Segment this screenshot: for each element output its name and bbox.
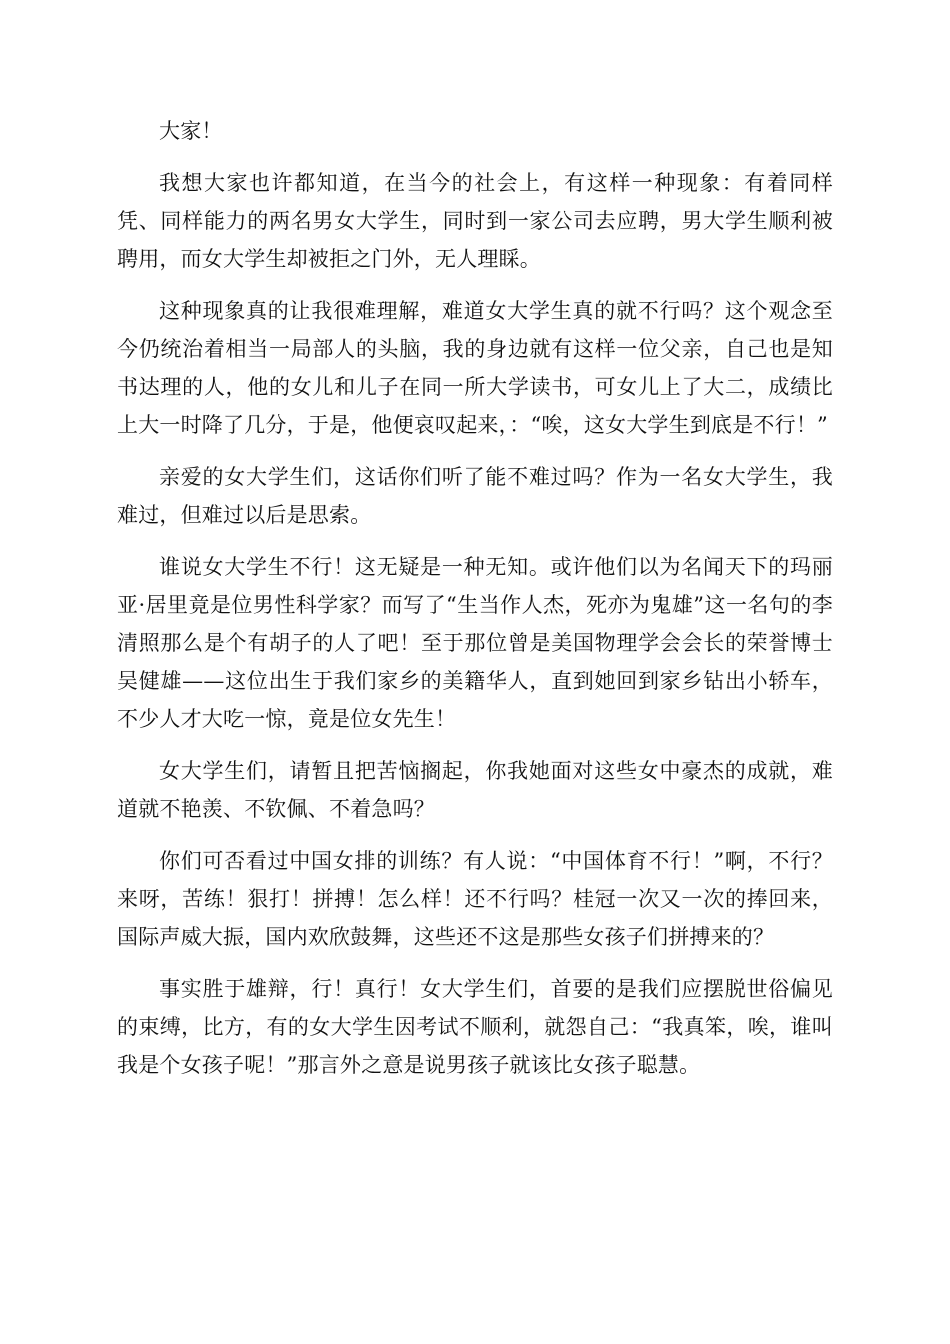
paragraph-6: 女大学生们，请暂且把苦恼搁起，你我她面对这些女中豪杰的成就，难道就不艳羡、不钦佩、不着急吗？ — [117, 759, 833, 821]
paragraph-8: 事实胜于雄辩，行！真行！女大学生们，首要的是我们应摆脱世俗偏见的束缚，比方，有的女大学生因考试不顺利，就怨自己：“我真笨，唉，谁叫我是个女孩子呢！”那言外之意是说男孩子就该比女孩子聪慧。 — [117, 977, 833, 1077]
paragraph-2: 我想大家也许都知道，在当今的社会上，有这样一种现象：有着同样凭、同样能力的两名男女大学生，同时到一家公司去应聘，男大学生顺利被聘用，而女大学生却被拒之门外，无人理睬。 — [117, 171, 833, 271]
paragraph-7: 你们可否看过中国女排的训练？有人说：“中国体育不行！”啊，不行？来呀，苦练！狠打！拼搏！怎么样！还不行吗？桂冠一次又一次的捧回来，国际声威大振，国内欢欣鼓舞，这些还不这是那些女孩子们拼搏来的？ — [117, 849, 833, 949]
document-body — [117, 112, 833, 1098]
paragraph-5: 谁说女大学生不行！这无疑是一种无知。或许他们以为名闻天下的玛丽亚·居里竟是位男性科学家？而写了“生当作人杰，死亦为鬼雄”这一名句的李清照那么是个有胡子的人了吧！至于那位曾是美国物理学会会长的荣誉博士吴健雄——这位出生于我们家乡的美籍华人，直到她回到家乡钻出小轿车，不少人才大吃一惊，竟是位女先生！ — [117, 555, 833, 731]
paragraph-1: 大家！ — [159, 119, 223, 143]
paragraph-4: 亲爱的女大学生们，这话你们听了能不难过吗？作为一名女大学生，我难过，但难过以后是思索。 — [117, 465, 833, 527]
paragraph-3: 这种现象真的让我很难理解，难道女大学生真的就不行吗？这个观念至今仍统治着相当一局部人的头脑，我的身边就有这样一位父亲，自己也是知书达理的人，他的女儿和儿子在同一所大学读书，可女儿上了大二，成绩比上大一时降了几分，于是，他便哀叹起来，：“唉，这女大学生到底是不行！” — [117, 299, 833, 437]
